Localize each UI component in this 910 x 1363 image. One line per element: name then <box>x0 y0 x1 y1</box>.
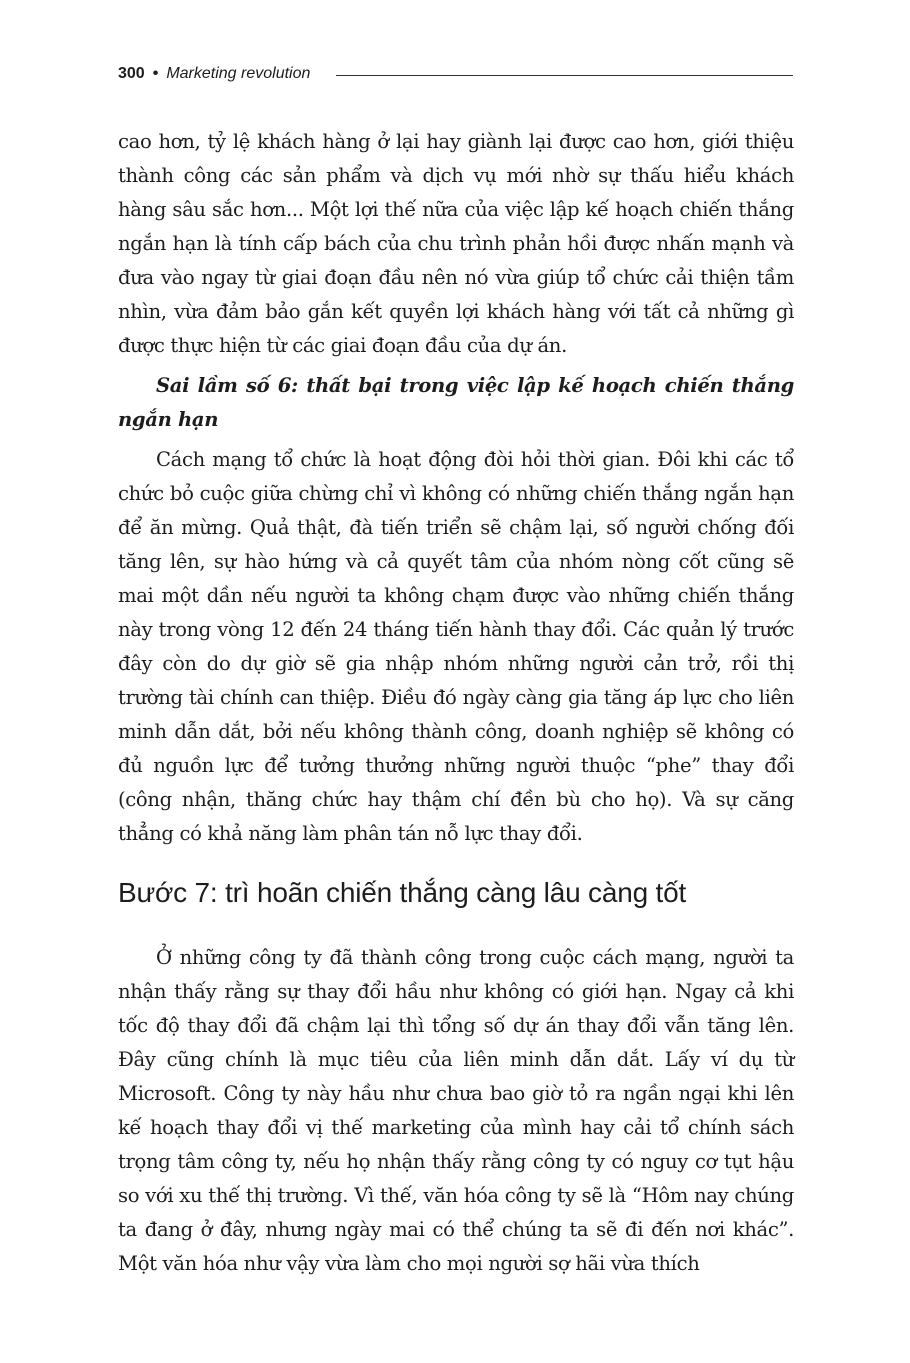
header-bullet: • <box>152 65 159 82</box>
page-number: 300 <box>118 65 145 82</box>
mistake-subheading: Sai lầm số 6: thất bại trong việc lập kế hoạch chiến thắng ngắn hạn <box>118 374 794 431</box>
book-title: Marketing revolution <box>166 65 311 82</box>
section-heading-step-7: Bước 7: trì hoãn chiến thắng càng lâu càng tốt <box>118 877 687 908</box>
header-rule <box>336 75 793 76</box>
paragraph-step-7: Ở những công ty đã thành công trong cuộc cách mạng, người ta nhận thấy rằng sự thay đổi hầu như không có giới hạn. Ngay cả khi tốc độ thay đổi đã chậm lại thì tổng số dự án thay đổi vẫn tăng lên. Đây cũng chính là mục tiêu của liên minh dẫn dắt. Lấy ví dụ từ Microsoft. Công ty này hầu như chưa bao giờ tỏ ra ngần ngại khi lên kế hoạch thay đổi vị thế marketing của mình hay cải tổ chính sách trọng tâm công ty, nếu họ nhận thấy rằng công ty có nguy cơ tụt hậu so với xu thế thị trường. Vì thế, văn hóa công ty sẽ là “Hôm nay chúng ta đang ở đây, nhưng ngày mai có thể chúng ta sẽ đi đến nơi khác”. Một văn hóa như vậy vừa làm cho mọi người sợ hãi vừa thích <box>118 946 794 1275</box>
paragraph-mistake-6: Cách mạng tổ chức là hoạt động đòi hỏi thời gian. Đôi khi các tổ chức bỏ cuộc giữa chừng chỉ vì không có những chiến thắng ngắn hạn để ăn mừng. Quả thật, đà tiến triển sẽ chậm lại, số người chống đối tăng lên, sự hào hứng và cả quyết tâm của nhóm nòng cốt cũng sẽ mai một dần nếu người ta không chạm được vào những chiến thắng này trong vòng 12 đến 24 tháng tiến hành thay đổi. Các quản lý trước đây còn do dự giờ sẽ gia nhập nhóm những người cản trở, rồi thị trường tài chính can thiệp. Điều đó ngày càng gia tăng áp lực cho liên minh dẫn dắt, bởi nếu không thành công, doanh nghiệp sẽ không có đủ nguồn lực để tưởng thưởng những người thuộc “phe” thay đổi (công nhận, thăng chức hay thậm chí đền bù cho họ). Và sự căng thẳng có khả năng làm phân tán nỗ lực thay đổi. <box>118 448 794 845</box>
running-header <box>118 62 793 86</box>
paragraph-continued: cao hơn, tỷ lệ khách hàng ở lại hay giành lại được cao hơn, giới thiệu thành công các sản phẩm và dịch vụ mới nhờ sự thấu hiểu khách hàng sâu sắc hơn... Một lợi thế nữa của việc lập kế hoạch chiến thắng ngắn hạn là tính cấp bách của chu trình phản hồi được nhấn mạnh và đưa vào ngay từ giai đoạn đầu nên nó vừa giúp tổ chức cải thiện tầm nhìn, vừa đảm bảo gắn kết quyền lợi khách hàng với tất cả những gì được thực hiện từ các giai đoạn đầu của dự án. <box>118 130 794 357</box>
page-body <box>118 125 794 1281</box>
